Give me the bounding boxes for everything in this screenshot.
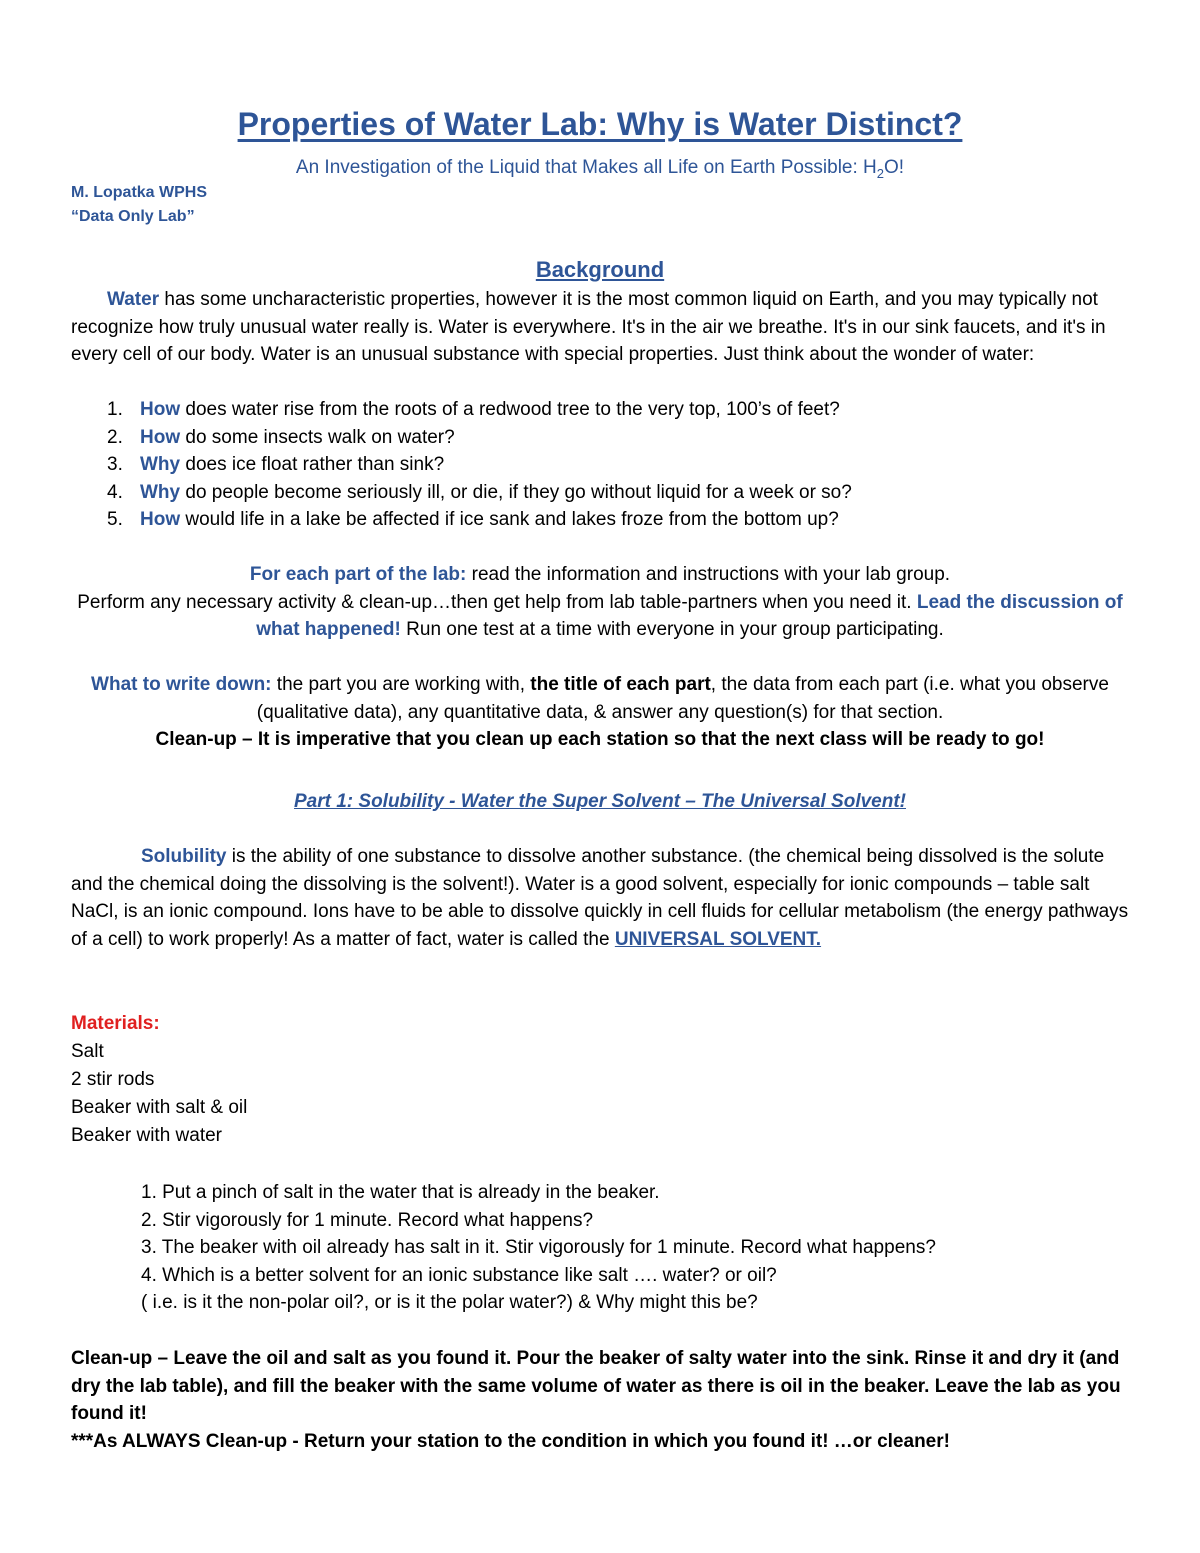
final-cleanup-paragraph (71, 1345, 1131, 1455)
list-item: 3. The beaker with oil already has salt in it. Stir vigorously for 1 minute. Record what happens? (141, 1237, 936, 1258)
universal-solvent-link[interactable]: UNIVERSAL SOLVENT. (614, 928, 822, 950)
subtitle-suffix: O! (884, 157, 905, 178)
list-item: ( i.e. is it the non-polar oil?, or is it the polar water?) & Why might this be? (141, 1292, 758, 1313)
list-item: 2 stir rods (71, 1069, 155, 1090)
question-text: do people become seriously ill, or die, if they go without liquid for a week or so? (180, 481, 852, 503)
write-down-text: , the data from each part (i.e. what you observe (qualitative data), any quantitative data, & answer any question(s) for that section. (256, 674, 1109, 723)
page-subtitle (0, 154, 1200, 182)
page-title: Properties of Water Lab: Why is Water Distinct? (237, 106, 963, 142)
background-paragraph (71, 286, 1131, 369)
cleanup-note: Clean-up – It is imperative that you clean up each station so that the next class will be ready to go! (155, 729, 1045, 750)
write-down-paragraph (60, 671, 1140, 754)
question-text: does ice float rather than sink? (180, 454, 445, 475)
list-number: 5. (107, 509, 123, 530)
background-lead: Water (107, 289, 160, 310)
materials-list (71, 1038, 247, 1150)
question-lead: How (140, 399, 181, 420)
subtitle-subscript: 2 (876, 165, 885, 181)
instructions-text: Run one test at a time with everyone in your group participating. (400, 619, 944, 640)
list-item (71, 396, 852, 424)
question-lead: Why (140, 481, 181, 503)
list-item: 1. Put a pinch of salt in the water that is already in the beaker. (141, 1182, 660, 1203)
write-down-text: the part you are working with, (271, 674, 531, 695)
background-text: has some uncharacteristic properties, however it is the most common liquid on Earth, and you may typically not recognize how truly unusual water really is. Water is everywhere. It's in the air we breathe. It's in our sink faucets, and it's in every cell of our body. Water is an unusual substance with special properties. Just think about the wonder of water: (71, 289, 1106, 365)
list-item: Salt (71, 1041, 104, 1062)
list-number: 2. (107, 426, 123, 448)
part1-text: is the ability of one substance to dissolve another substance. (the chemical being dissolved is the solute and the chemical doing the dissolving is the solvent!). Water is a good solvent, especially for ionic compounds – table salt NaCl, is an ionic compound. Ions have to be able to dissolve quickly in cell fluids for cellular metabolism (the energy pathways of a cell) to work properly! As a matter of fact, water is called the (71, 846, 1129, 950)
final-cleanup-text: Clean-up – Leave the oil and salt as you found it. Pour the beaker of salty water into the sink. Rinse it and dry it (and dry the lab table), and fill the beaker with the same volume of water as there is oil in the beaker. Leave the lab as you found it! (71, 1348, 1121, 1424)
instructions-text: Perform any necessary activity & clean-up…then get help from lab table-partners when you need it. (77, 591, 917, 613)
list-item (71, 479, 852, 507)
author-block (71, 181, 207, 229)
instructions-emphasis: Lead the discussion of what happened! (256, 591, 1123, 640)
part1-title: Part 1: Solubility - Water the Super Solvent – The Universal Solvent! (293, 791, 906, 812)
list-number: 4. (107, 481, 123, 503)
list-item (71, 451, 852, 479)
part1-lead: Solubility (141, 846, 227, 867)
instructions-text: read the information and instructions with your lab group. (466, 564, 951, 585)
question-text: would life in a lake be affected if ice sank and lakes froze from the bottom up? (180, 509, 839, 530)
list-item: 4. Which is a better solvent for an ionic substance like salt …. water? or oil? (141, 1264, 777, 1286)
question-lead: Why (140, 454, 181, 475)
instructions-line-1 (60, 561, 1140, 589)
write-down-text-block (60, 671, 1140, 726)
list-number: 3. (107, 454, 123, 475)
list-item: Beaker with salt & oil (71, 1097, 248, 1118)
background-heading: Background (535, 257, 665, 282)
list-number: 1. (107, 399, 123, 420)
subtitle-prefix: An Investigation of the Liquid that Makes all Life on Earth Possible: H (295, 157, 877, 178)
author-name: M. Lopatka WPHS (71, 184, 208, 201)
write-down-bold: the title of each part (530, 674, 711, 695)
materials-heading: Materials: (71, 1013, 160, 1034)
part1-paragraph (71, 843, 1131, 953)
instructions-paragraph (60, 561, 1140, 644)
question-lead: How (140, 426, 181, 448)
write-down-lead: What to write down: (91, 674, 272, 695)
always-cleanup-note: ***As ALWAYS Clean-up - Return your station to the condition in which you found it! …or cleaner! (71, 1430, 950, 1452)
list-item: 2. Stir vigorously for 1 minute. Record what happens? (141, 1209, 594, 1231)
instructions-lead: For each part of the lab: (249, 564, 467, 585)
question-lead: How (140, 509, 181, 530)
procedure-steps (141, 1179, 936, 1317)
list-item (71, 506, 852, 534)
questions-list (71, 396, 852, 534)
list-item (71, 424, 852, 452)
list-item: Beaker with water (71, 1125, 223, 1146)
question-text: do some insects walk on water? (180, 426, 455, 448)
instructions-line-2 (60, 589, 1140, 644)
question-text: does water rise from the roots of a redwood tree to the very top, 100’s of feet? (180, 399, 840, 420)
lab-type-note: “Data Only Lab” (71, 208, 195, 225)
